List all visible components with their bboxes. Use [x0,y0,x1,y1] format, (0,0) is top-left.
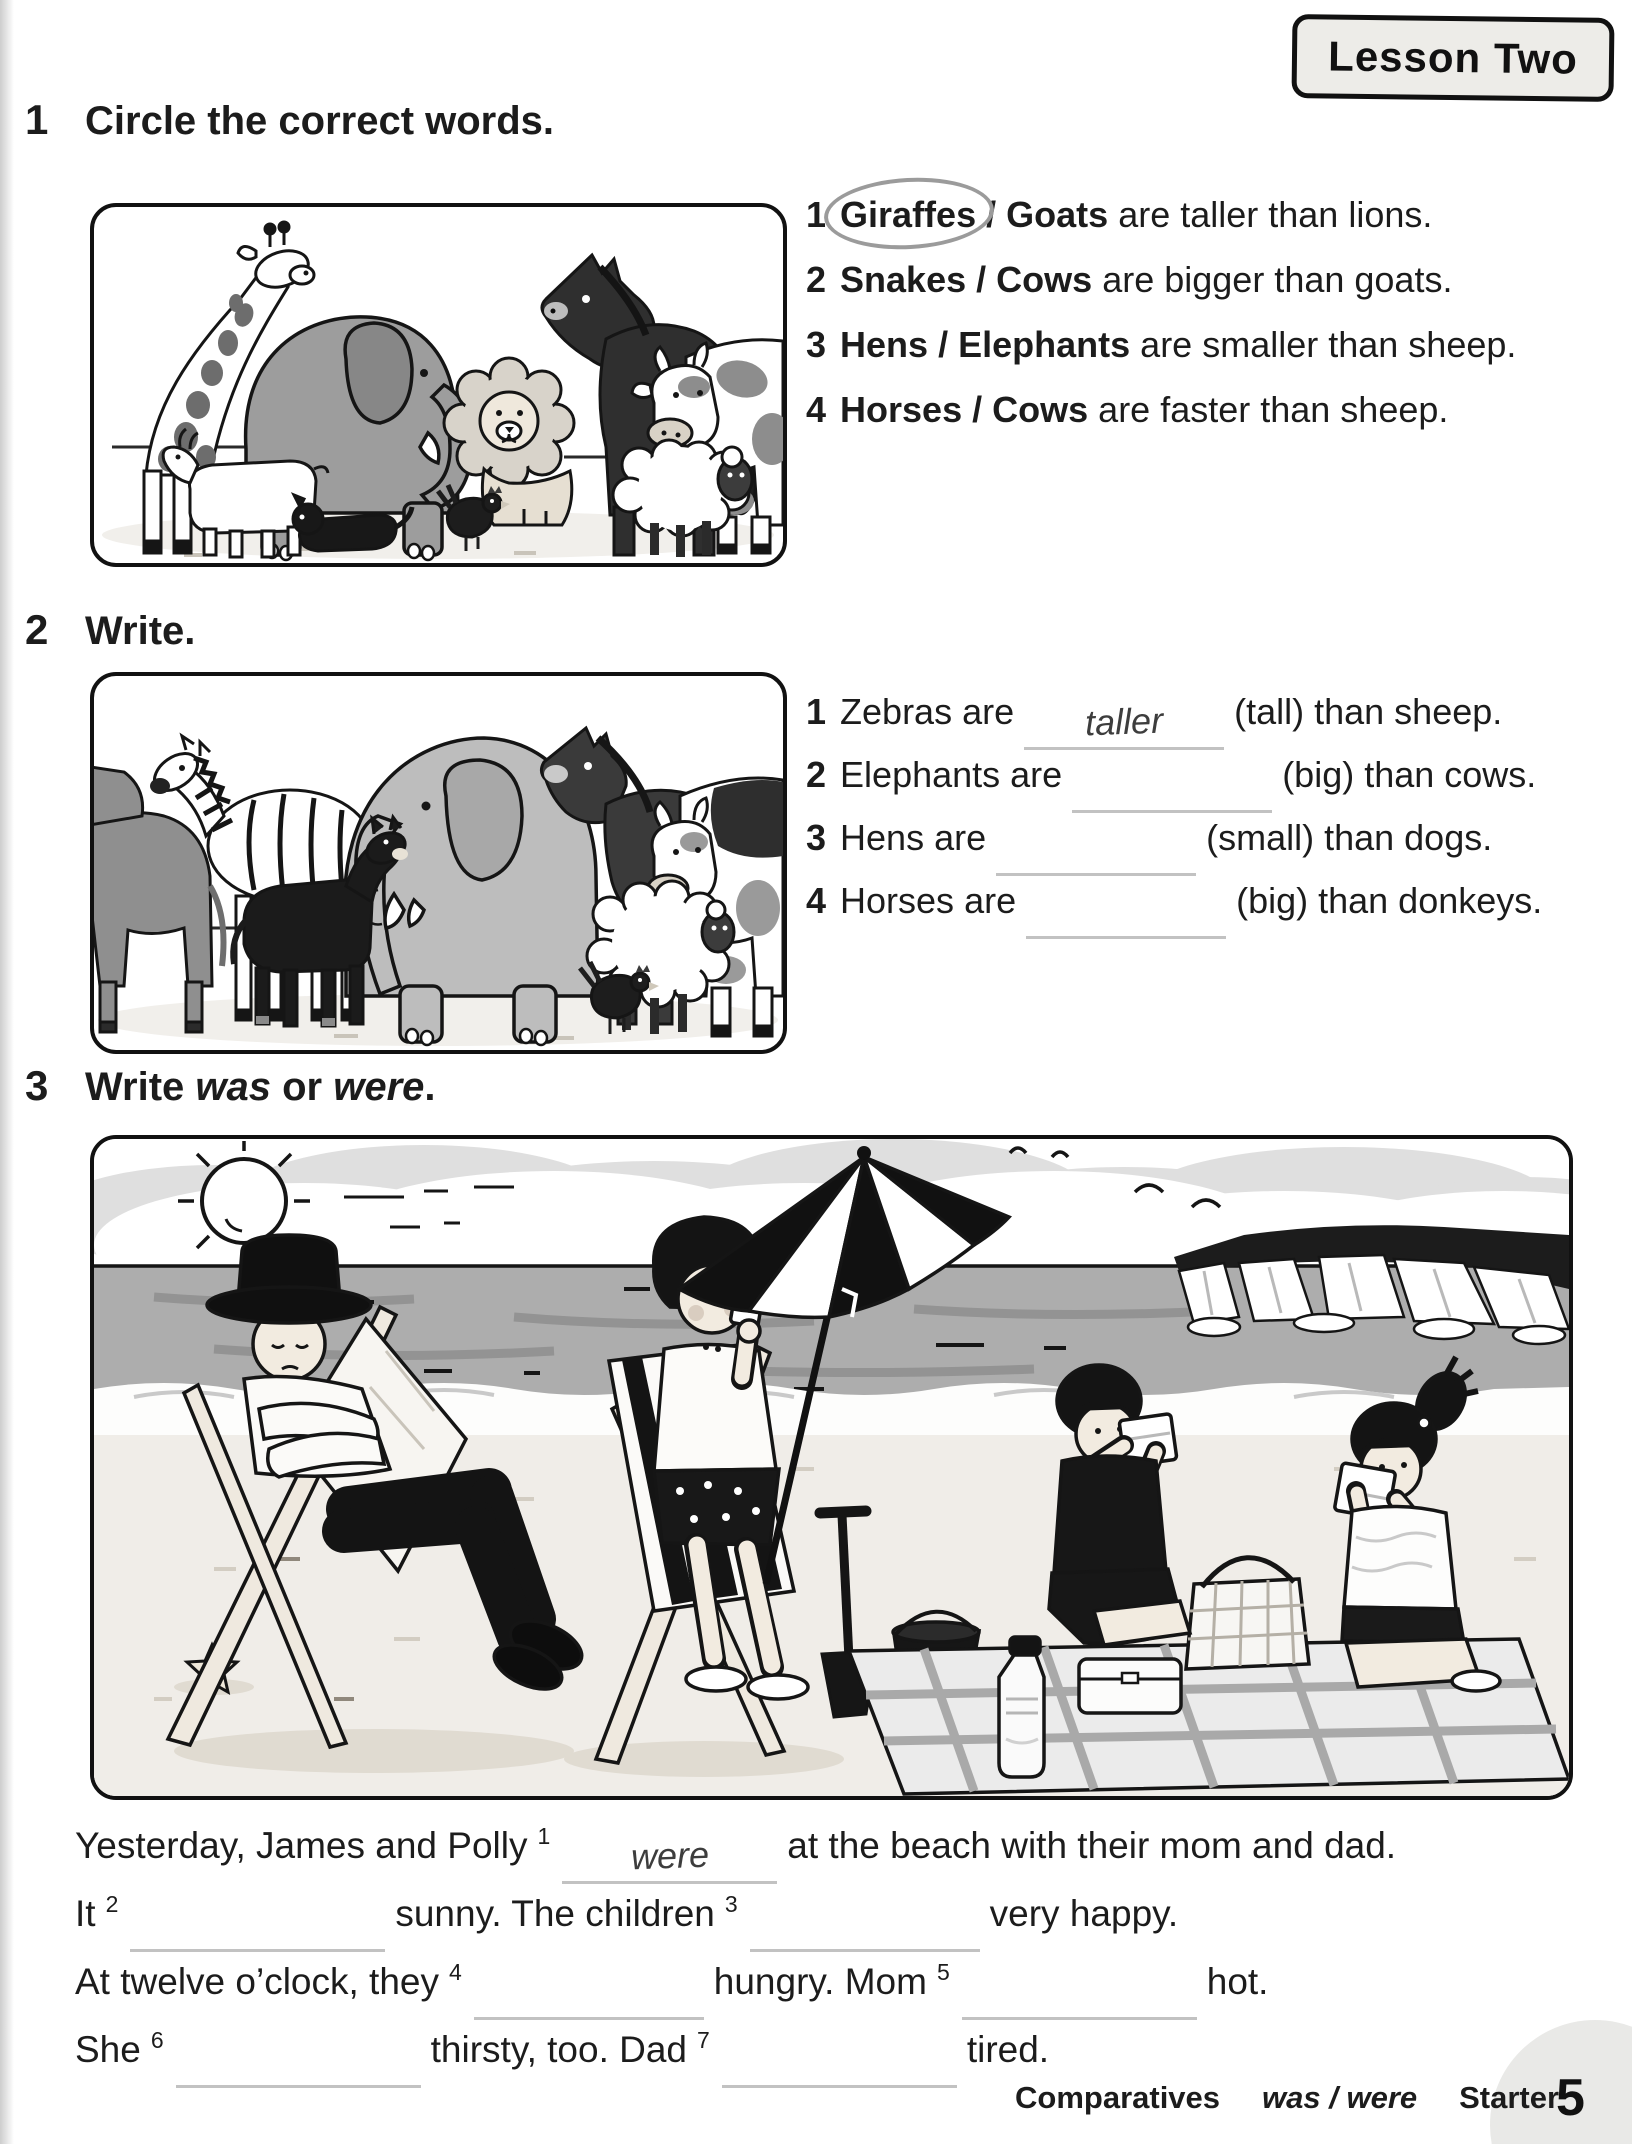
exercise1-item [806,377,1516,442]
story-text: hungry. Mom [713,1961,927,2002]
answer-blank[interactable] [962,1971,1197,2020]
page-edge-shading [0,0,14,2144]
choice-option-1[interactable]: Hens [840,324,929,365]
item-text: (tall) than sheep. [1234,691,1503,732]
story-text: thirsty, too. Dad [430,2029,688,2070]
farm-animals-picture-1 [90,203,787,567]
superscript-number: 6 [150,2027,164,2053]
item-text: are bigger than goats. [1102,259,1453,300]
item-number: 1 [806,194,827,235]
exercise-1-header [25,96,554,144]
item-text: are taller than lions. [1118,194,1433,235]
exercise-number: 2 [25,606,49,653]
story-text: tired. [966,2029,1050,2070]
story-text: hot. [1206,1961,1269,2002]
exercise2-item [806,869,1542,932]
story-line [75,1812,1575,1880]
exercise-2-items [806,680,1542,932]
answer-blank[interactable] [562,1835,777,1884]
item-text: Zebras are [840,691,1015,732]
page-number: 5 [1556,2069,1585,2127]
lunchbox [1079,1659,1181,1713]
farm-animals-picture-2 [90,672,787,1054]
superscript-number: 5 [936,1959,950,1985]
item-text: (small) than dogs. [1206,817,1493,858]
item-text: (big) than cows. [1282,754,1537,795]
item-number: 1 [806,691,827,732]
exercise1-item [806,182,1516,247]
exercise-3-story [75,1812,1575,2084]
farm-animals-illustration-2 [94,676,783,1050]
exercise-3-header [25,1062,436,1110]
lesson-badge-label: Lesson Two [1327,32,1579,83]
exercise-title: Circle the correct words. [85,99,555,143]
item-number: 2 [806,259,827,300]
handwritten-answer: were [630,1833,710,1878]
handwritten-answer: taller [1084,699,1164,744]
exercise1-item [806,312,1516,377]
exercise-2-header [25,606,195,654]
item-text: Hens are [840,817,987,858]
slash-separator: / [972,389,983,430]
item-number: 4 [806,880,827,921]
story-text: At twelve o’clock, they [75,1961,439,2002]
story-text: It [75,1893,96,1934]
exercise1-item [806,247,1516,312]
story-text: Yesterday, James and Polly [75,1825,528,1866]
choice-option-1[interactable]: Giraffes [840,182,976,247]
exercise-title: Write. [85,609,196,653]
superscript-number: 3 [724,1891,738,1917]
superscript-number: 1 [537,1823,551,1849]
footer-grammar: was / were [1262,2080,1418,2115]
choice-option-1[interactable]: Snakes [840,259,967,300]
choice-option-2[interactable]: Goats [1006,194,1109,235]
superscript-number: 2 [105,1891,119,1917]
exercise-number: 1 [25,96,49,143]
choice-option-1[interactable]: Horses [840,389,963,430]
exercise2-item [806,806,1542,869]
item-text: are faster than sheep. [1098,389,1449,430]
answer-blank[interactable] [722,2039,957,2088]
beach-scene-illustration [94,1139,1569,1796]
item-text: Elephants are [840,754,1063,795]
superscript-number: 4 [448,1959,462,1985]
choice-option-2[interactable]: Elephants [958,324,1131,365]
choice-option-2[interactable]: Cows [992,389,1089,430]
answer-blank[interactable] [130,1903,385,1952]
exercise2-item [806,680,1542,743]
item-number: 3 [806,324,827,365]
footer [1015,2080,1559,2116]
beach-picture [90,1135,1573,1800]
item-text: Horses are [840,880,1017,921]
slash-separator: / [976,259,987,300]
story-text: at the beach with their mom and dad. [787,1825,1397,1866]
story-line [75,2016,1575,2084]
story-text: very happy. [989,1893,1179,1934]
story-line [75,1880,1575,1948]
story-line [75,1948,1575,2016]
answer-blank[interactable] [1026,890,1226,939]
footer-topic: Comparatives [1015,2080,1221,2115]
answer-blank[interactable] [750,1903,980,1952]
story-text: She [75,2029,141,2070]
exercise-1-items [806,182,1516,442]
lesson-badge [1291,14,1614,102]
item-text: are smaller than sheep. [1140,324,1517,365]
item-text: (big) than donkeys. [1236,880,1543,921]
item-number: 4 [806,389,827,430]
slash-separator: / [938,324,949,365]
farm-animals-illustration-1 [94,207,783,563]
item-number: 3 [806,817,827,858]
exercise-title: Write was or were. [85,1065,436,1109]
answer-blank[interactable] [176,2039,421,2088]
story-text: sunny. The children [395,1893,715,1934]
footer-level: Starter [1459,2080,1560,2115]
slash-separator: / [986,194,997,235]
item-number: 2 [806,754,827,795]
exercise-number: 3 [25,1062,49,1109]
choice-option-2[interactable]: Cows [996,259,1093,300]
exercise2-item [806,743,1542,806]
answer-blank[interactable] [474,1971,704,2020]
superscript-number: 7 [697,2027,710,2053]
